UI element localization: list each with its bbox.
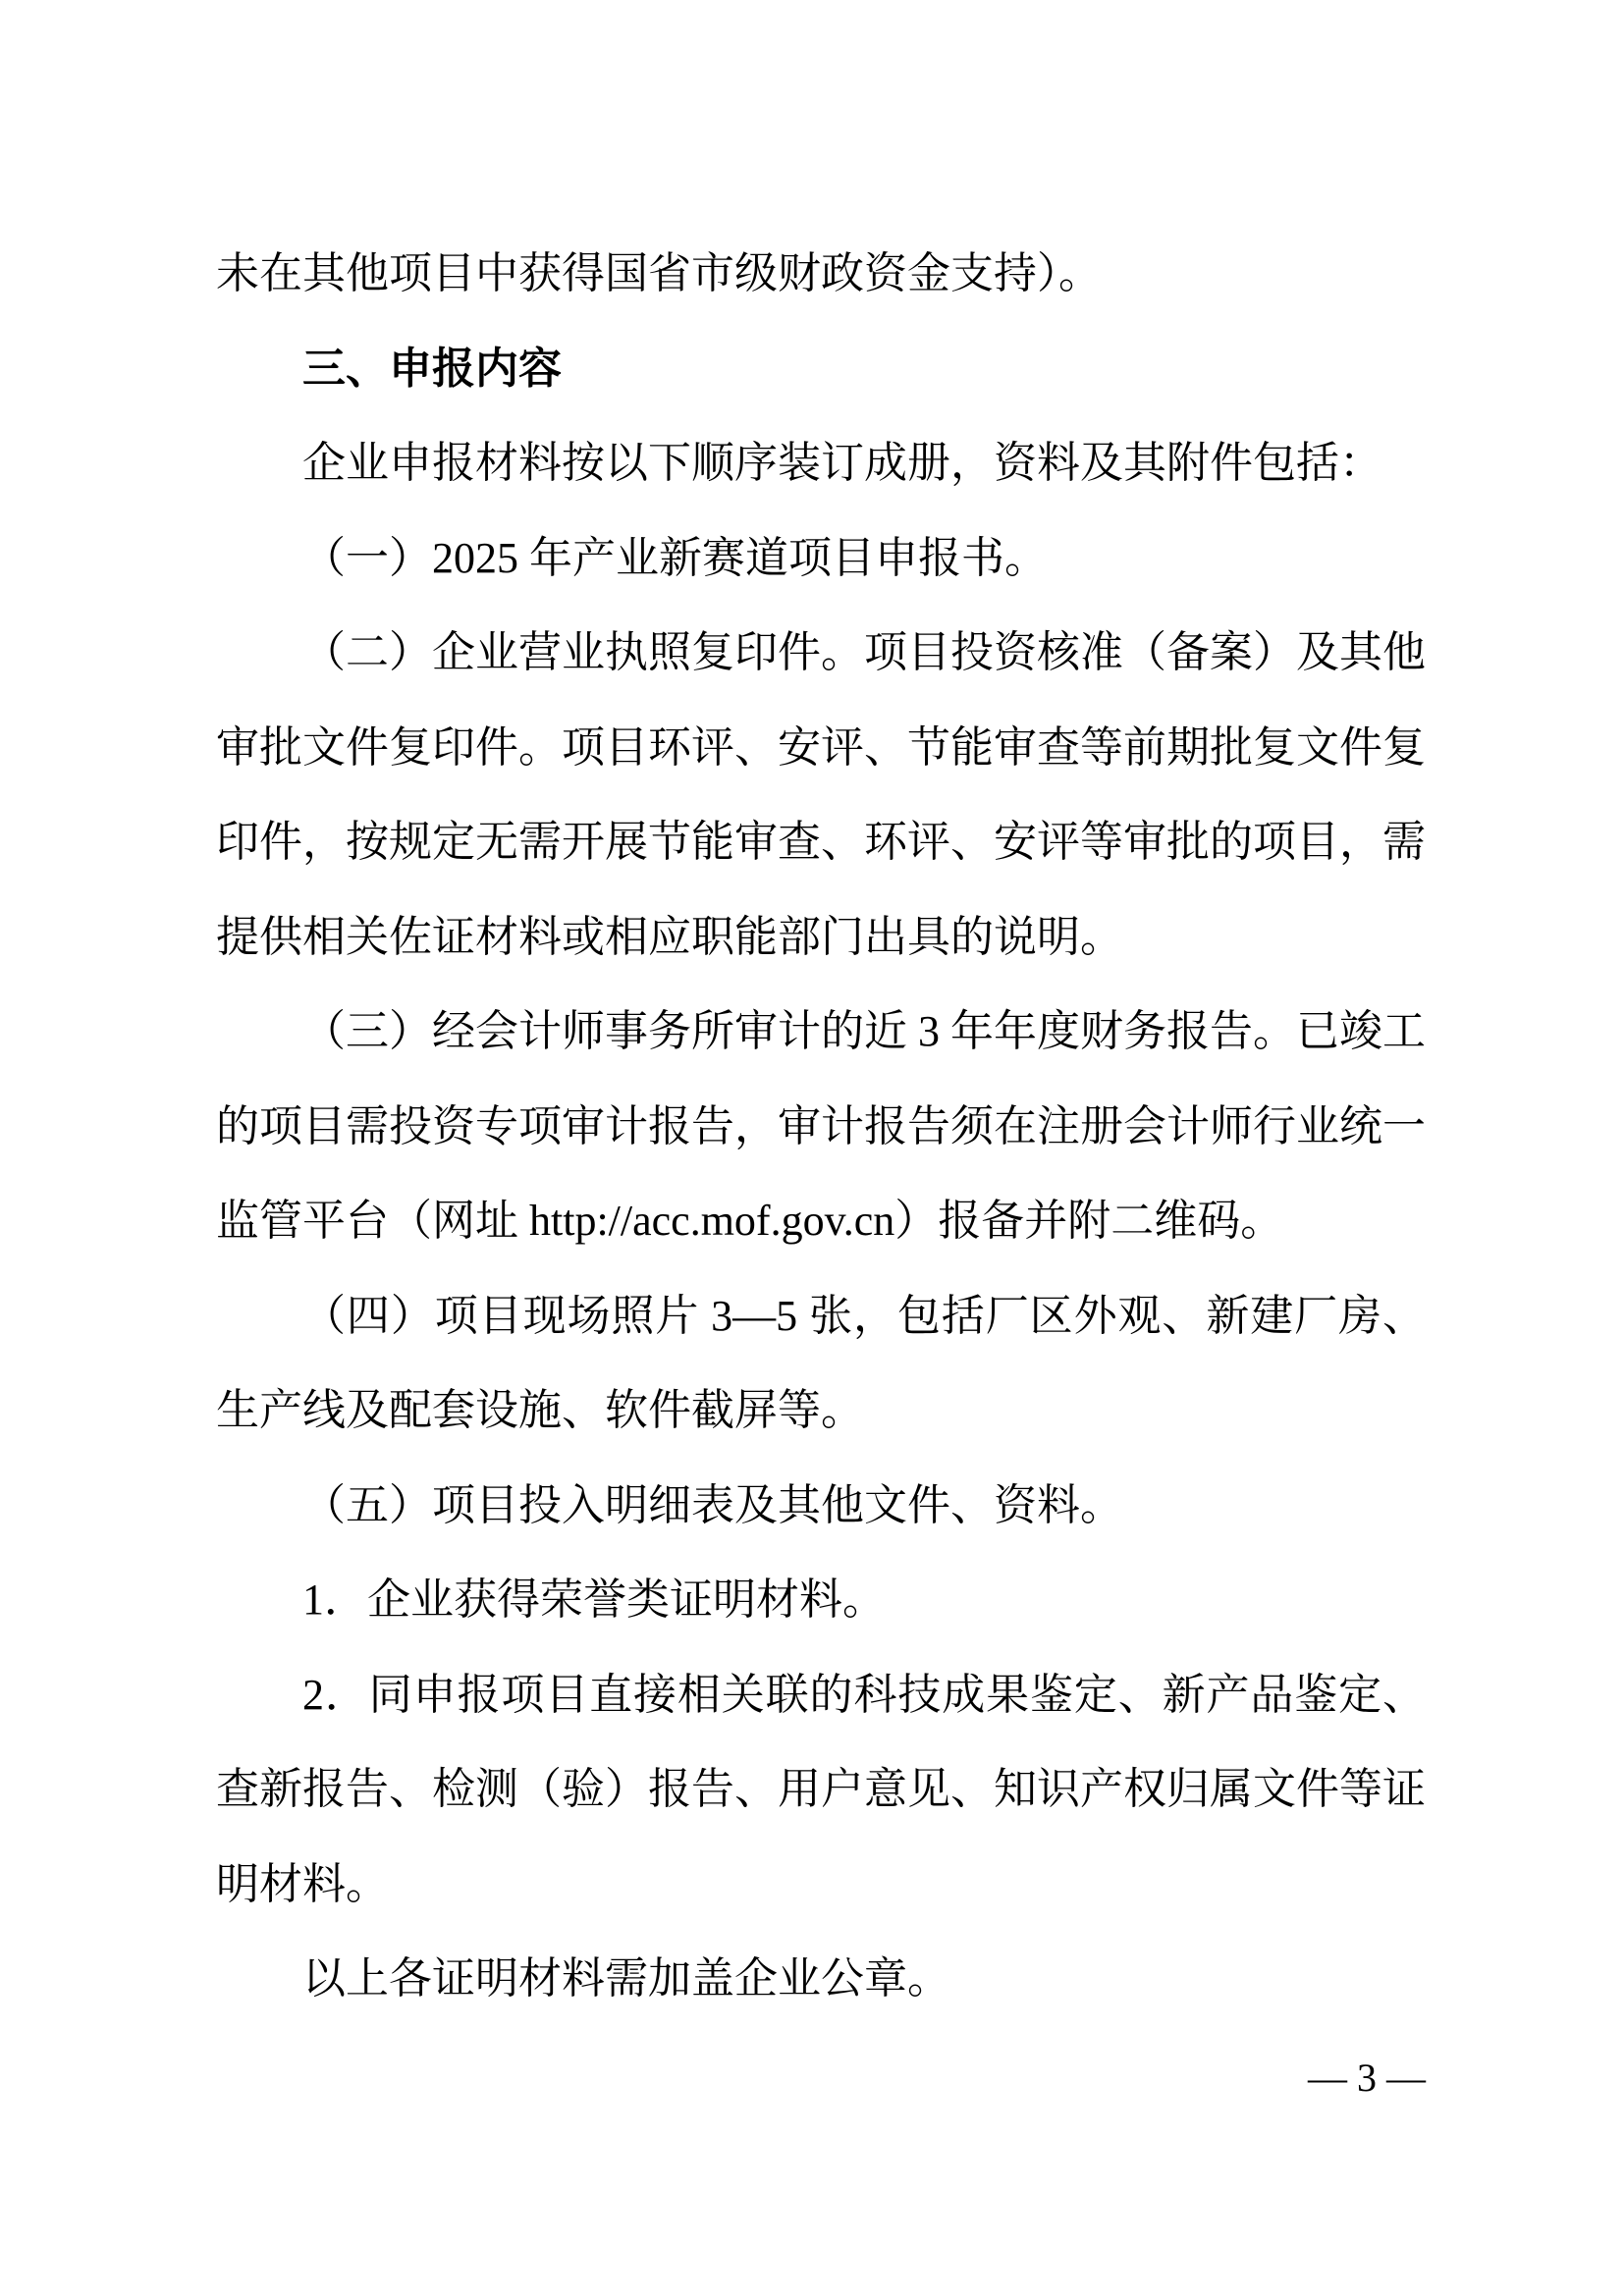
section-heading: 三、申报内容 (302, 344, 562, 393)
page-number: — 3 — (1308, 2056, 1426, 2100)
text-line: 印件，按规定无需开展节能审查、环评、安评等审批的项目，需 (216, 818, 1426, 866)
text-line: 2．同申报项目直接相关联的科技成果鉴定、新产品鉴定、 (302, 1670, 1426, 1719)
text-line: 审批文件复印件。项目环评、安评、节能审查等前期批复文件复 (216, 722, 1426, 772)
text-line: 查新报告、检测（验）报告、用户意见、知识产权归属文件等证 (216, 1765, 1426, 1813)
text-line: （四）项目现场照片 3—5 张，包括厂区外观、新建厂房、 (302, 1291, 1426, 1340)
text-line: 生产线及配套设施、软件截屏等。 (216, 1386, 864, 1434)
text-line: 企业申报材料按以下顺序装订成册，资料及其附件包括： (302, 439, 1382, 487)
text-line: 的项目需投资专项审计报告，审计报告须在注册会计师行业统一 (216, 1101, 1426, 1150)
text-line: （一）2025 年产业新赛道项目申报书。 (302, 533, 1048, 582)
text-line: 未在其他项目中获得国省市级财政资金支持）。 (216, 249, 1102, 297)
text-line: （二）企业营业执照复印件。项目投资核准（备案）及其他 (302, 628, 1426, 676)
text-line: 以上各证明材料需加盖企业公章。 (302, 1954, 950, 2002)
document-body (216, 227, 1426, 2027)
text-line: （三）经会计师事务所审计的近 3 年年度财务报告。已竣工 (302, 1007, 1426, 1055)
text-line: 明材料。 (216, 1859, 389, 1908)
text-line: 提供相关佐证材料或相应职能部门出具的说明。 (216, 912, 1123, 961)
text-line: 监管平台（网址 http://acc.mof.gov.cn）报备并附二维码。 (216, 1197, 1284, 1245)
text-line: （五）项目投入明细表及其他文件、资料。 (302, 1480, 1123, 1529)
text-line: 1．企业获得荣誉类证明材料。 (302, 1575, 886, 1624)
